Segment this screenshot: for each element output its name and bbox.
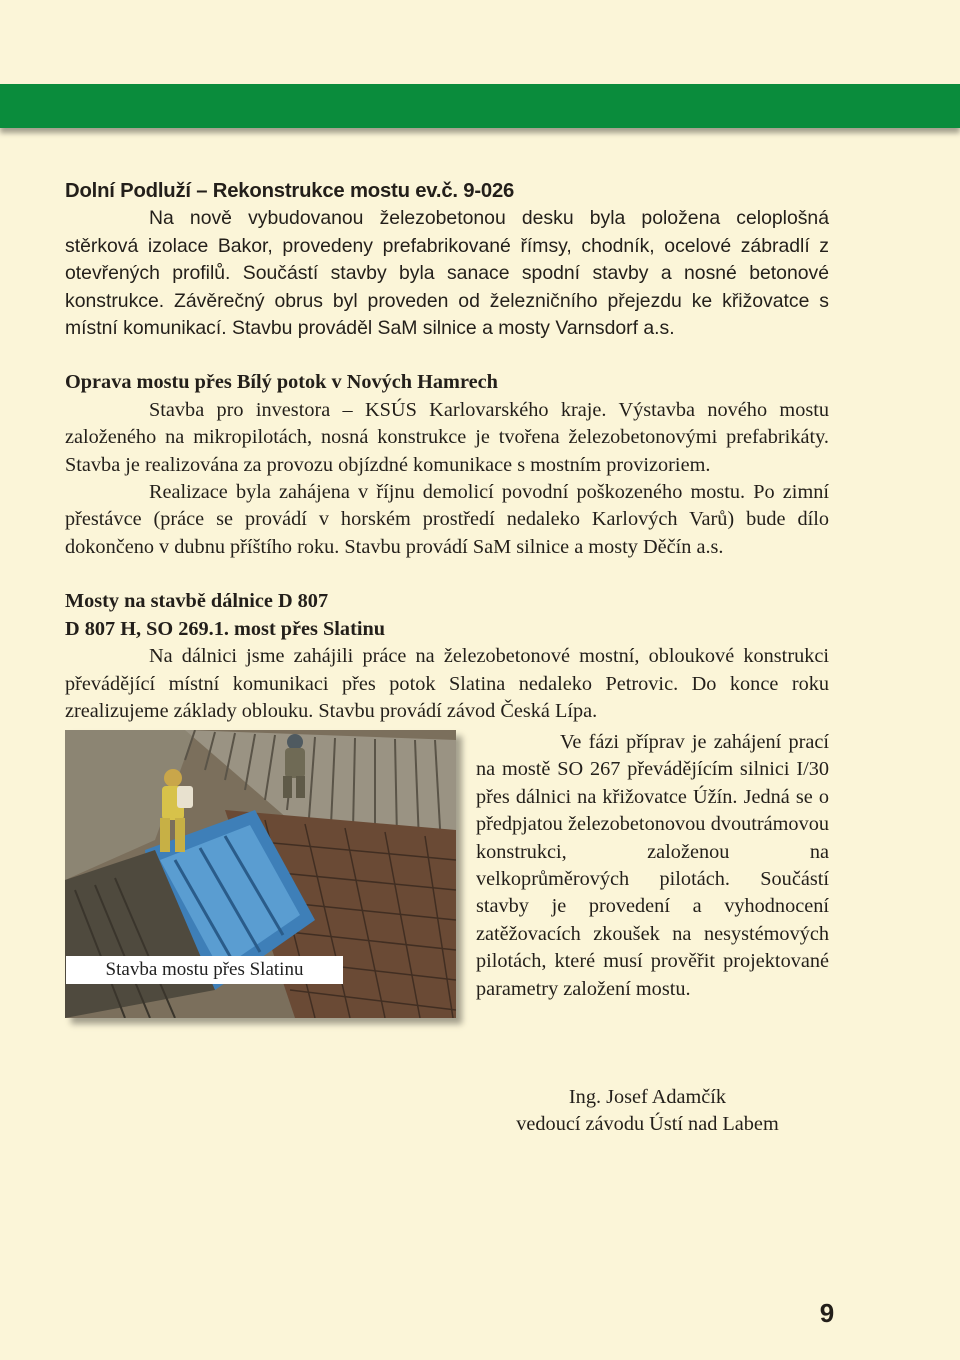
signature-name: Ing. Josef Adamčík [568,1086,727,1108]
construction-photo [65,730,456,1018]
article-body [65,178,829,725]
page-number: 9 [819,1298,835,1328]
section-paragraph-bily-potok-2: Realizace byla zahájena v říjnu demolicí povodní poškozeného mostu. Po zimní přestávce (práce se provádí v horském prostředí nedaleko Karlových Varů) bude dílo dokončeno v dubnu příštího roku. Stavbu provádí SaM silnice a mosty Děčín a.s. [65,481,829,558]
section-paragraph-slatina: Na dálnici jsme zahájili práce na železobetonové mostní, obloukové konstrukci převádějící místní komunikaci přes potok Slatina nedaleko Petrovic. Do konce roku zrealizujeme základy oblouku. Stavbu provádí závod Česká Lípa. [65,645,829,722]
header-bar [0,84,960,128]
section-paragraph-slatina-2: Ve fázi příprav je zahájení prací na mostě SO 267 převádějícím silnici I/30 přes dálnici na křižovatce Úžín. Jedná se o předpjatou železobetonovou dvoutrámovou konstrukci, založenou na velkoprůměrových pilotách. Součástí stavby je provedení a vyhodnocení zatěžovacích zkoušek na nesystémových pilotách, které musí prověřit projektované parametry založení mostu. [476,731,829,1000]
signature-block [500,1084,795,1139]
section-paragraph-dolni-podluzi: Na nově vybudovanou železobetonou desku byla položena celoplošná stěrková izolace Bakor, provedeny prefabrikované římsy, chodník, ocelové zábradlí z otevřených profilů. Součástí stavby byla sanace spodní stavby a nosné betonové konstrukce. Závěrečný obrus byl proveden od železničního přejezdu ke křižovatce s místní komunikací. Stavbu prováděl SaM silnice a mosty Varnsdorf a.s. [65,207,829,340]
spacer [65,561,829,588]
spacer [65,342,829,369]
photo-caption: Stavba mostu přes Slatinu [66,956,343,984]
section-paragraph-bily-potok-1: Stavba pro investora – KSÚS Karlovarského kraje. Výstavba nového mostu založeného na mikropilotách, nosná konstrukce je tvořena železobetonovými prefabrikáty. Stavba je realizována za provozu objízdné komunikace s mostním provizoriem. [65,398,829,476]
signature-role: vedoucí závodu Ústí nad Labem [516,1113,779,1136]
side-column [476,729,829,1003]
section-subtitle-slatina: D 807 H, SO 269.1. most přes Slatinu [65,617,386,640]
section-title-bily-potok: Oprava mostu přes Bílý potok v Nových Hamrech [65,371,498,394]
section-title-dalnice-d807: Mosty na stavbě dálnice D 807 [65,590,329,613]
section-title-dolni-podluzi: Dolní Podluží – Rekonstrukce mostu ev.č. 9-026 [65,180,515,202]
